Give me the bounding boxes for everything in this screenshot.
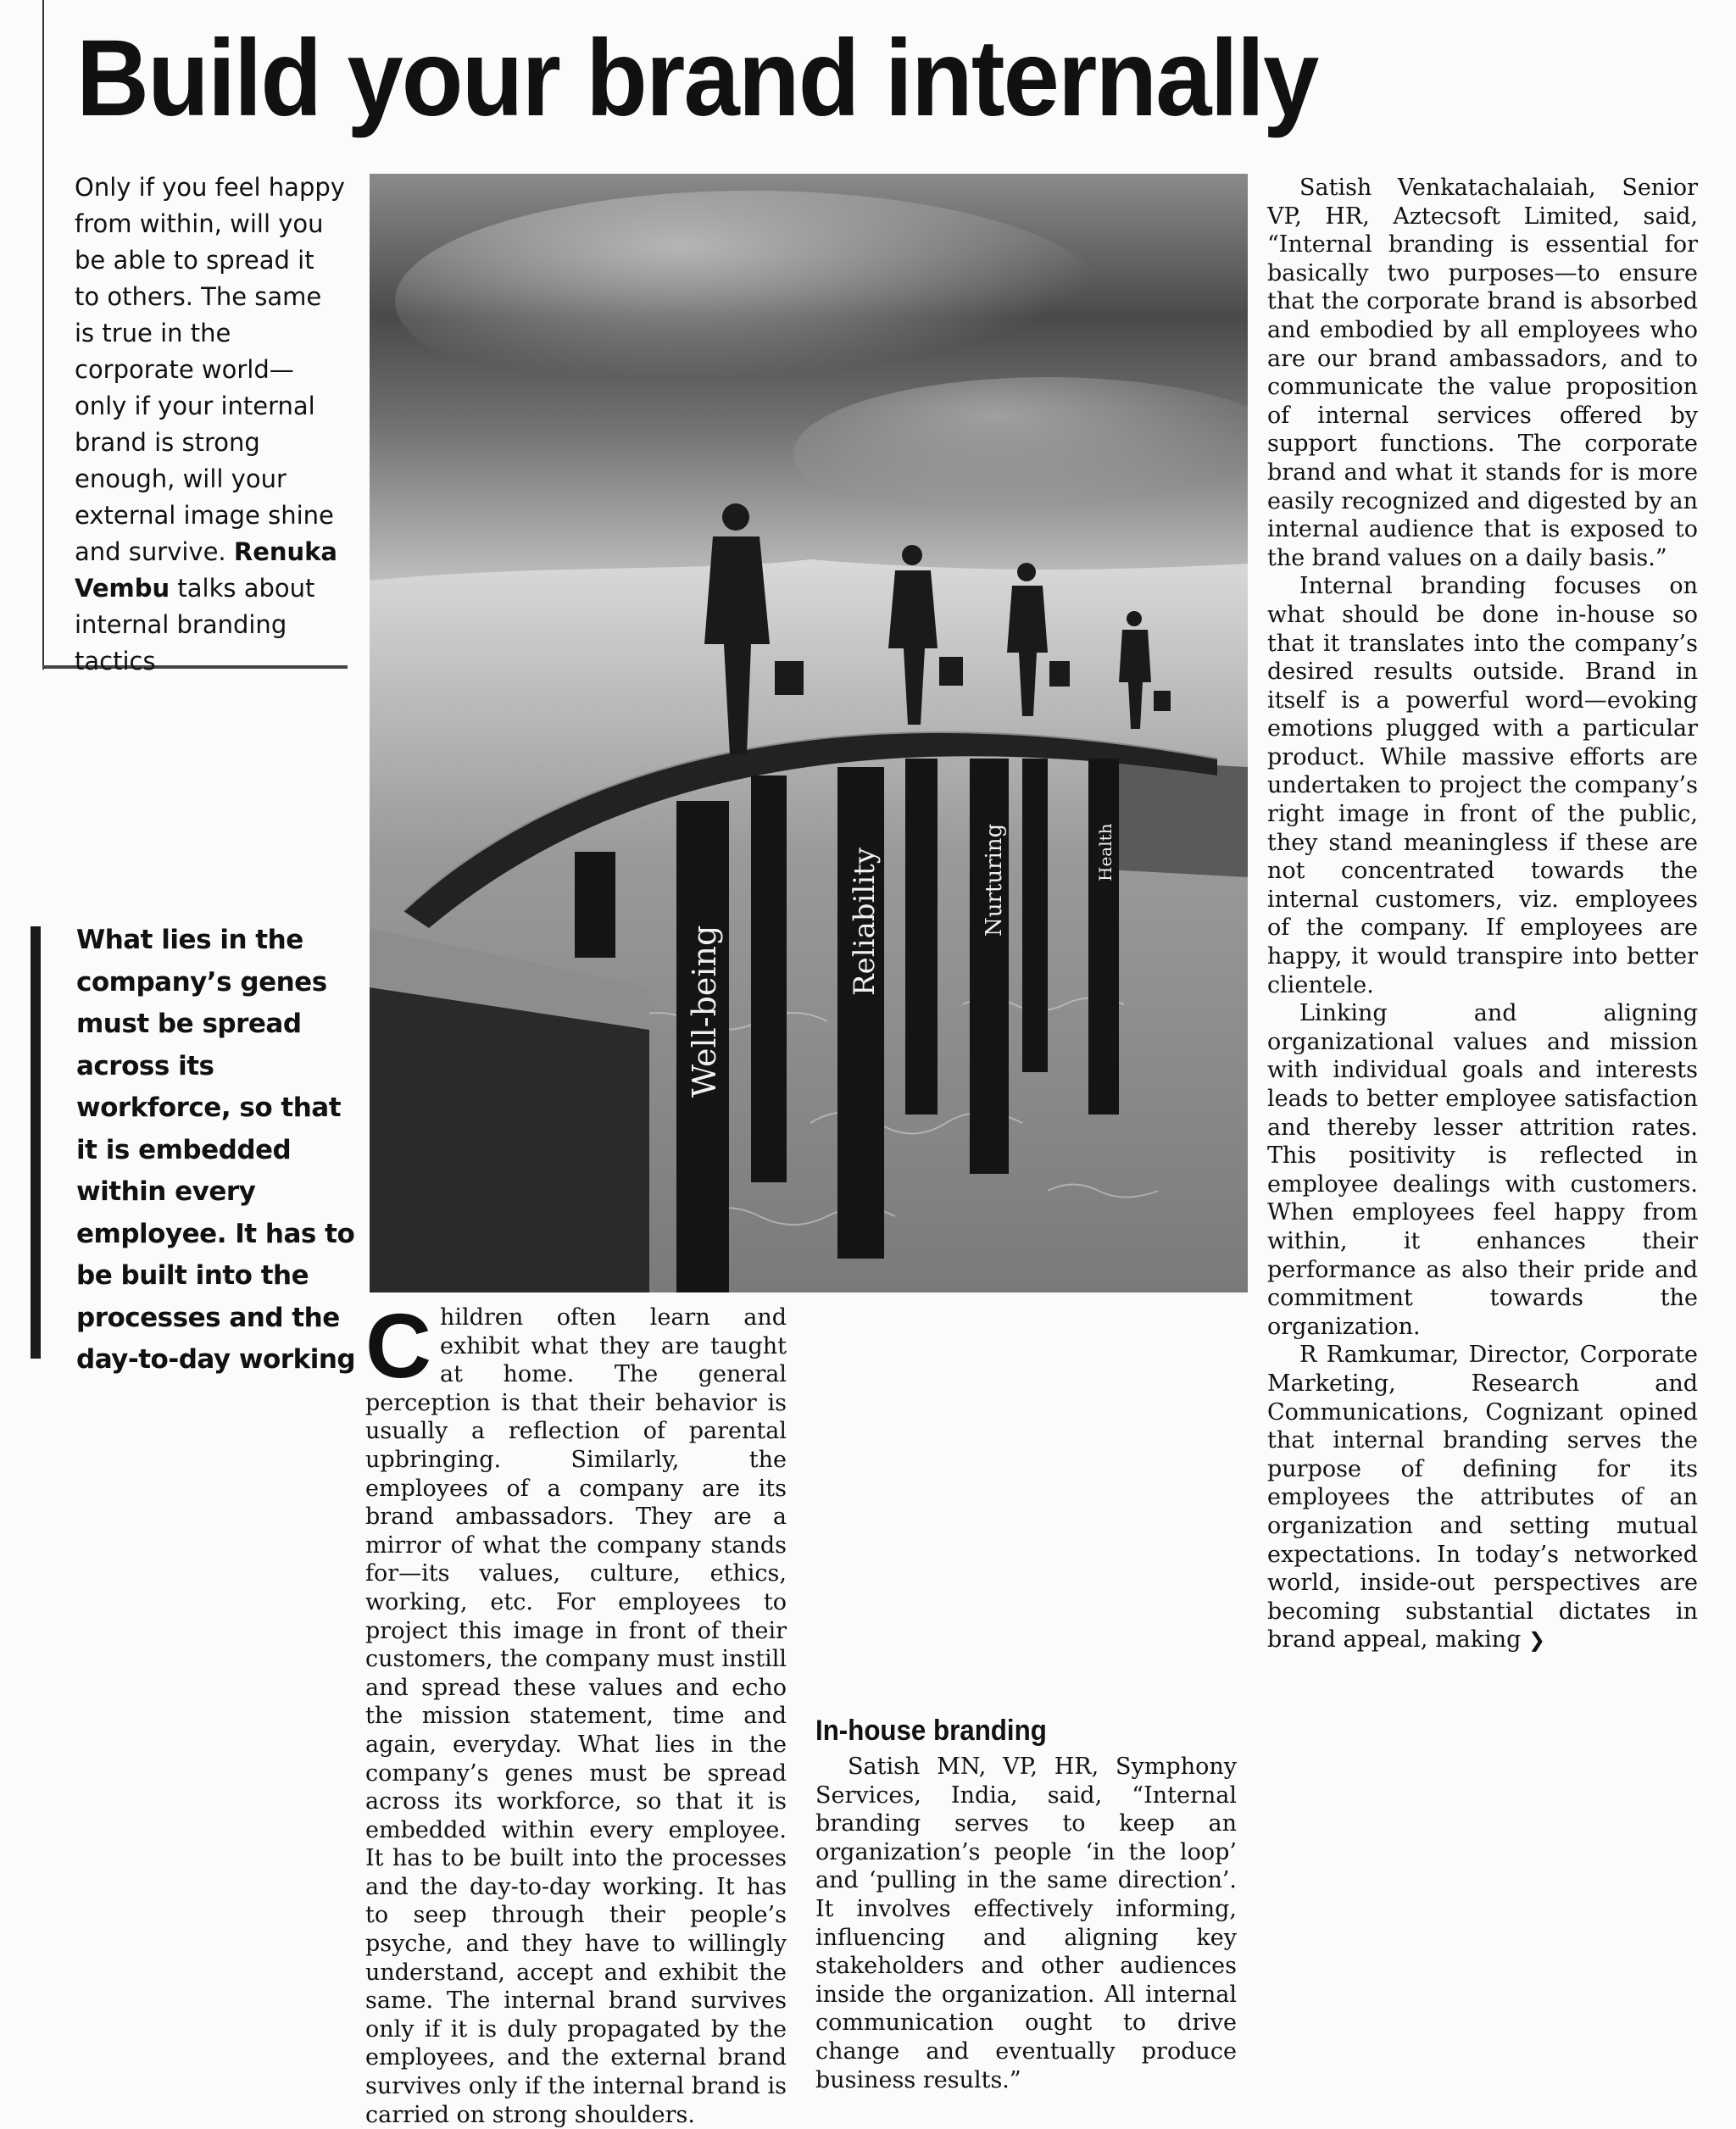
- body-paragraph: Internal branding focuses on what should be done in-house so that it translates into the company’s desired results outside. Brand in itself is a powerful word—evoking emotions plugged with a particular product. While massive efforts are undertaken to project the company’s right image in front of the public, they stand meaningless if these are not concentrated towards the internal customers, viz. employees of the company. If employees are happy, it would transpire into better clientele.: [1267, 573, 1698, 998]
- cloud: [395, 191, 1107, 411]
- pillar-label: Well-being: [686, 925, 723, 1098]
- body-paragraph: [1267, 1341, 1698, 1655]
- pillar-label: Health: [1095, 823, 1116, 881]
- body-paragraph-text: R Ramkumar, Director, Corporate Marketing, Research and Communications, Cognizant opined that internal branding serves the purpose of defining for its employees the attributes of an organization and setting mutual expectations. In today’s networked world, inside-out perspectives are becoming substantial dictates in brand appeal, making: [1267, 1342, 1698, 1654]
- pillar-short: [751, 775, 787, 1182]
- pull-quote: What lies in the company’s genes must be spread across its workforce, so that it is embedded within every employee. It has to be built into the processes and the day-to-day working: [76, 925, 356, 1375]
- body-paragraph: [365, 1294, 787, 2129]
- body-column-1: [365, 1294, 787, 2129]
- subheading: In-house branding: [815, 1715, 1047, 1747]
- column-continuation-space: [815, 1304, 1237, 1690]
- illustration: [370, 174, 1248, 1292]
- continue-arrow-icon: ❯: [1528, 1628, 1546, 1653]
- intro-standfirst: [75, 170, 346, 680]
- left-pier-block: [370, 987, 649, 1292]
- pillar-short: [575, 852, 615, 958]
- intro-text-after: talks about internal branding tactics: [75, 574, 315, 675]
- pillar-label: Nurturing: [982, 823, 1007, 937]
- pull-quote-bar: [31, 926, 41, 1359]
- intro-box: [42, 170, 348, 675]
- pillar-short: [1022, 759, 1048, 1072]
- body-paragraph: Linking and aligning organizational values and mission with individual goals and interests leads to better employee satisfaction and thereby lesser attrition rates. This positivity is reflected in employee dealings with customers. When employees feel happy from within, it enhances their performance as also their pride and commitment towards the organization.: [1267, 1000, 1698, 1340]
- intro-text: Only if you feel happy from within, will you be able to spread it to others. The same is true in the corporate world—only if your internal brand is strong enough, will your external image shine and survive.: [75, 173, 345, 566]
- body-paragraph: Satish Venkatachalaiah, Senior VP, HR, Aztecsoft Limited, said, “Internal branding is essential for basically two purposes—to ensure that the corporate brand is absorbed and embodied by all employees who are our brand ambassadors, and to communicate the value proposition of internal services offered by support functions. The corporate brand and what it stands for is more easily recognized and digested by an internal audience that is exposed to the brand values on a daily basis.”: [1267, 175, 1698, 571]
- headline: Build your brand internally: [76, 18, 1318, 139]
- body-column-2: [815, 1304, 1237, 2094]
- pillar-reliability: [837, 767, 884, 1259]
- pillar-short: [905, 759, 938, 1115]
- author-name: Renuka Vembu: [75, 537, 338, 603]
- body-column-3: [1267, 174, 1698, 1655]
- drop-cap: C: [365, 1294, 431, 1397]
- body-paragraph: Satish MN, VP, HR, Symphony Services, India, said, “Internal branding serves to keep an organization’s people ‘in the loop’ and ‘pulling in the same direction’. It involves effectively informing, influencing and aligning key stakeholders and other audiences inside the organization. All internal communication ought to drive change and eventually produce business results.”: [815, 1754, 1237, 2093]
- pillar-nurturing: [970, 759, 1009, 1174]
- body-paragraph-text: hildren often learn and exhibit what they are taught at home. The general perception is that their behavior is usually a reflection of parental upbringing. Similarly, the employees of a company are its brand ambassadors. They are a mirror of what the company stands for—its values, culture, ethics, working, etc. For employees to project this image in front of their customers, the company must instill and spread these values and echo the mission statement, time and again, everyday. What lies in the company’s genes must be spread across its workforce, so that it is embedded within every employee. It has to be built into the processes and the day-to-day working. It has to seep through their people’s psyche, and they have to willingly understand, accept and exhibit the same. The internal brand survives only if it is duly propagated by the employees, and the external brand survives only if the internal brand is carried on strong shoulders.: [365, 1304, 787, 2128]
- pillar-label: Reliability: [848, 848, 882, 996]
- bridge-illustration: [370, 174, 1248, 1292]
- pillar-health: [1088, 759, 1119, 1115]
